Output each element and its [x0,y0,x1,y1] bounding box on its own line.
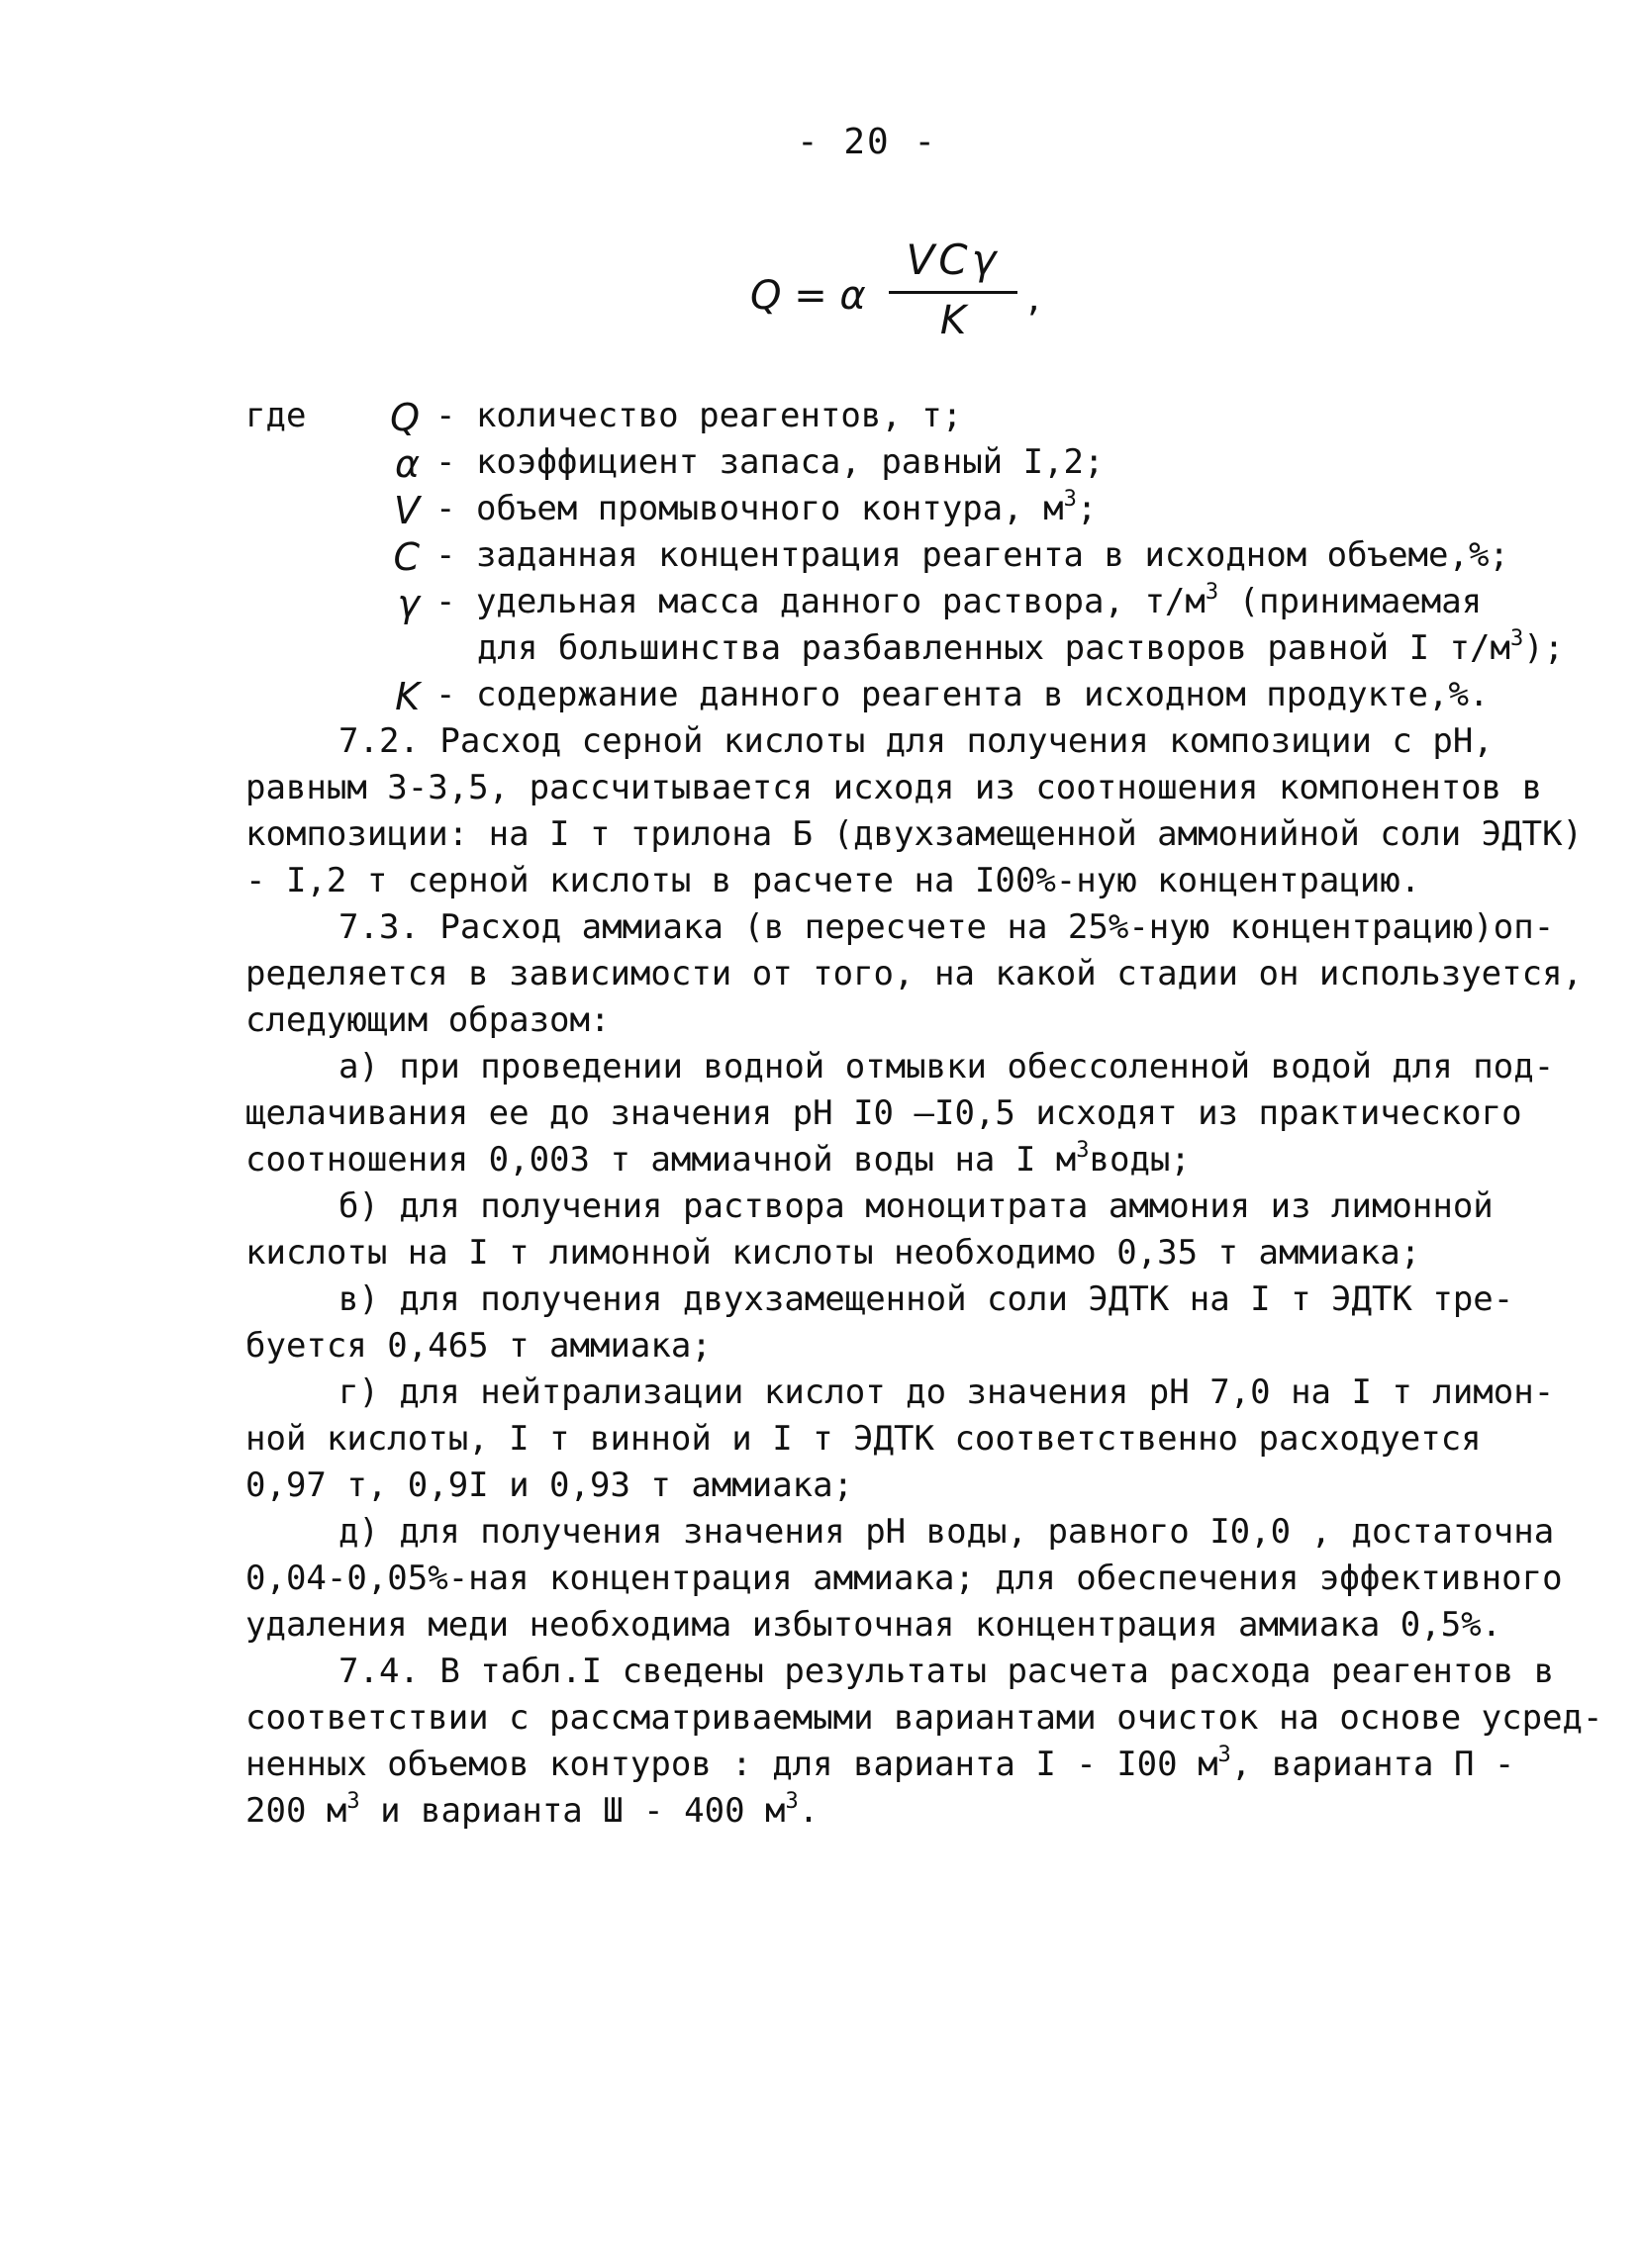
definition-symbol: Q [390,396,420,439]
item-g-line: г) для нейтрализации кислот до значения рН 7,0 на I т лимон- [338,1372,1555,1412]
superscript: 3 [1217,1743,1231,1767]
paragraph-7-2-line: композиции: на I т трилона Б (двухзамещенной аммонийной соли ЭДТК) [245,814,1584,854]
paragraph-7-4-text-after: , варианта П - [1230,1745,1515,1784]
paragraph-7-4-line [245,1791,819,1837]
definition-text: - коэффициент запаса, равный I,2; [435,442,1105,482]
definition-symbol: γ [397,582,420,625]
item-d-line: удаления меди необходима избыточная концентрация аммиака 0,5%. [245,1605,1502,1645]
where-word: где [245,396,307,435]
definition-text-after: ; [1076,489,1098,528]
superscript: 3 [1509,626,1524,651]
formula-denominator: K [939,298,967,343]
superscript: 3 [1063,487,1077,512]
item-a-line: щелачивания ее до значения рН I0 —I0,5 исходят из практического [245,1093,1522,1133]
superscript: 3 [1205,580,1219,605]
definition-text: - количество реагентов, т; [435,396,963,435]
definition-text-after: (принимаемая [1218,582,1483,621]
item-b-line: кислоты на I т лимонной кислоты необходимо 0,35 т аммиака; [245,1233,1421,1273]
paragraph-7-2-line: равным 3-3,5, рассчитывается исходя из соотношения компонентов в [245,768,1543,807]
paragraph-7-3-line: следующим образом: [245,1000,611,1040]
item-a-text-after: воды; [1089,1140,1191,1180]
definition-symbol: V [394,489,420,532]
superscript: 3 [785,1789,799,1814]
formula-comma: , [1027,275,1040,321]
definition-text-after: ); [1523,628,1565,668]
definition-text-line [435,582,1482,621]
item-a-text: соотношения 0,003 т аммиачной воды на I м [245,1140,1077,1180]
definition-symbol: C [393,535,420,579]
item-g-line: ной кислоты, I т винной и I т ЭДТК соответственно расходуется [245,1419,1482,1459]
paragraph-7-3-line: 7.3. Расход аммиака (в пересчете на 25%-ную концентрацию)оп- [338,907,1555,947]
definition-symbol: α [394,442,420,486]
item-v-line: буется 0,465 т аммиака; [245,1326,712,1366]
paragraph-7-4-text: 200 м [245,1791,347,1831]
fraction-bar [889,291,1017,294]
paragraph-7-2-line: - I,2 т серной кислоты в расчете на I00%-ную концентрацию. [245,861,1421,900]
formula-fraction [889,236,1017,343]
paragraph-7-4-text-after: . [798,1791,820,1831]
definition-text-line [435,489,1097,528]
formula-numerator: VCγ [906,236,1001,284]
paragraph-7-4-text: и варианта Ш - 400 м [359,1791,786,1831]
paragraph-7-4-line: соответствии с рассматриваемыми вариантами очисток на основе усред- [245,1698,1603,1738]
definition-text: - объем промывочного контура, м [435,489,1064,528]
item-d-line: 0,04-0,05%-ная концентрация аммиака; для обеспечения эффективного [245,1559,1563,1598]
definition-text: - удельная масса данного раствора, т/м [435,582,1206,621]
definition-symbol: K [395,675,420,718]
item-b-line: б) для получения раствора моноцитрата аммония из лимонной [338,1186,1494,1226]
definition-text: для большинства разбавленных растворов равной I т/м [477,628,1510,668]
page-number: - 20 - [797,122,938,162]
paragraph-7-4-line: 7.4. В табл.I сведены результаты расчета расхода реагентов в [338,1652,1555,1691]
item-d-line: д) для получения значения рН воды, равного I0,0 , достаточна [338,1512,1555,1552]
item-a-line [245,1140,1191,1185]
paragraph-7-4-text: ненных объемов контуров : для варианта I - I00 м [245,1745,1218,1784]
formula [750,236,1047,344]
paragraph-7-2-line: 7.2. Расход серной кислоты для получения композиции с рН, [338,721,1494,761]
paragraph-7-4-line [245,1745,1514,1790]
superscript: 3 [1076,1138,1090,1163]
item-g-line: 0,97 т, 0,9I и 0,93 т аммиака; [245,1465,854,1505]
item-v-line: в) для получения двухзамещенной соли ЭДТК на I т ЭДТК тре- [338,1279,1514,1319]
item-a-line: а) при проведении водной отмывки обессоленной водой для под- [338,1047,1555,1087]
definition-text: - содержание данного реагента в исходном продукте,%. [435,675,1490,714]
formula-lhs: Q = α [750,273,866,319]
definition-text-line [477,628,1564,668]
paragraph-7-3-line: ределяется в зависимости от того, на какой стадии он используется, [245,954,1584,993]
superscript: 3 [346,1789,360,1814]
definition-text: - заданная концентрация реагента в исходном объеме,%; [435,535,1509,575]
